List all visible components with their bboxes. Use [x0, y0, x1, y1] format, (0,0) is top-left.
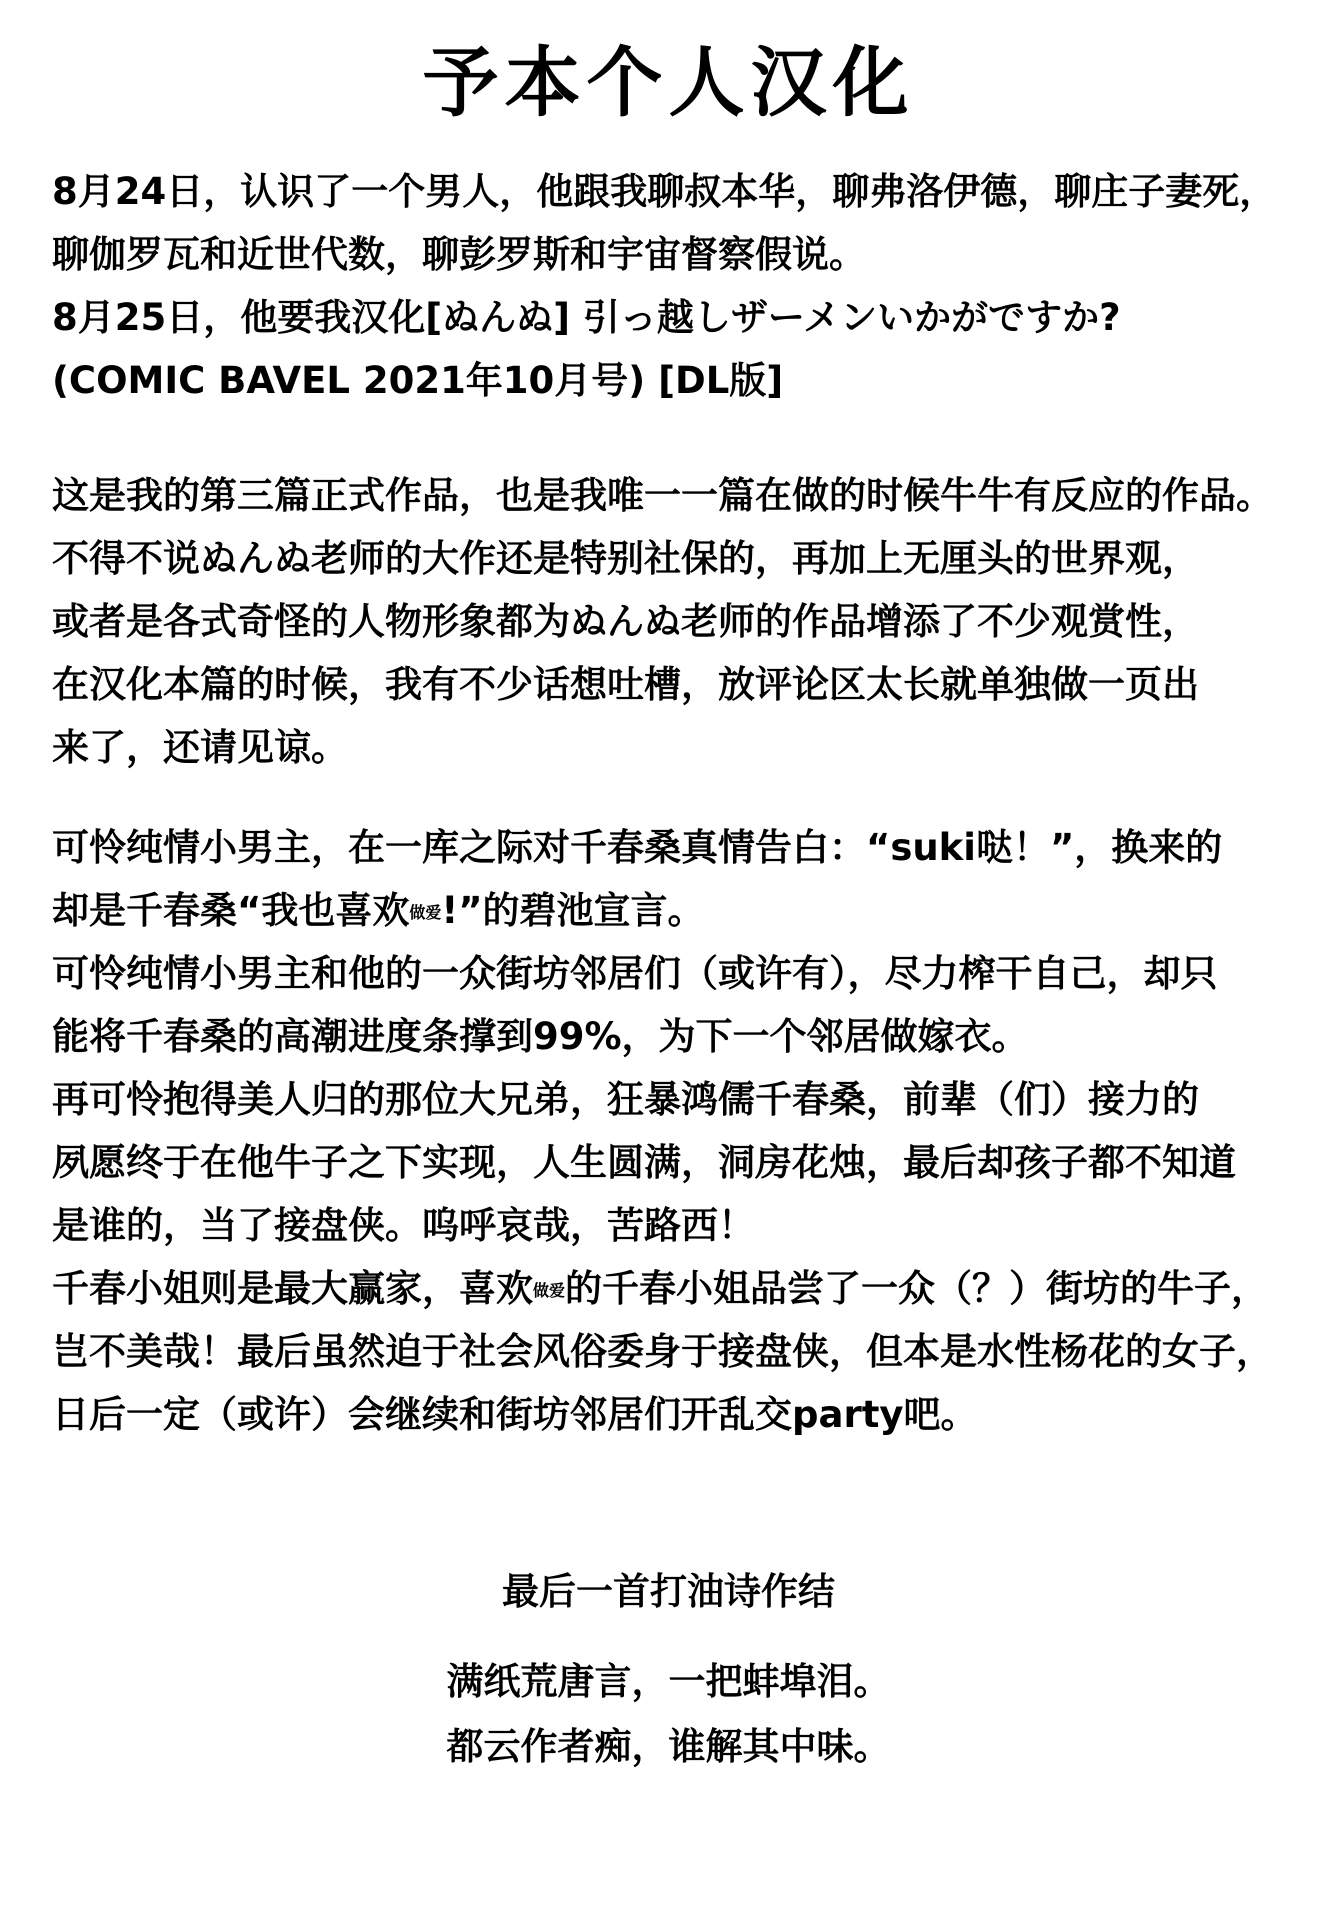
poem-line: 都云作者痴，谁解其中味。	[446, 1725, 891, 1768]
comment-line: 来了，还请见谅。	[52, 726, 348, 769]
intro-line: 聊伽罗瓦和近世代数，聊彭罗斯和宇宙督察假说。	[52, 233, 866, 276]
story-line	[52, 879, 1322, 942]
comment-line: 不得不说ぬんぬ老师的大作还是特别社保的，再加上无厘头的世界观，	[52, 537, 1199, 580]
story-text: 千春小姐则是最大赢家，喜欢	[52, 1267, 533, 1310]
page-title: 予本个人汉化	[422, 38, 915, 127]
intro-paragraph	[52, 160, 1322, 412]
small-annotation: 做爱	[409, 903, 442, 922]
story-line: 是谁的，当了接盘侠。呜呼哀哉，苦路西！	[52, 1204, 755, 1247]
intro-line: (COMIC BAVEL 2021年10月号) [DL版]	[52, 359, 784, 402]
story-paragraph	[52, 816, 1322, 1446]
poem-heading: 最后一首打油诗作结	[502, 1570, 835, 1613]
small-annotation: 做爱	[533, 1281, 566, 1300]
poem-line: 满纸荒唐言，一把蚌埠泪。	[446, 1660, 891, 1703]
comment-line: 或者是各式奇怪的人物形象都为ぬんぬ老师的作品增添了不少观赏性，	[52, 600, 1199, 643]
story-line: 可怜纯情小男主和他的一众街坊邻居们（或许有），尽力榨干自己，却只	[52, 952, 1218, 995]
intro-line: 8月24日，认识了一个男人，他跟我聊叔本华，聊弗洛伊德，聊庄子妻死，	[52, 170, 1277, 213]
story-text: !”的碧池宣言。	[441, 889, 705, 932]
story-line: 再可怜抱得美人归的那位大兄弟，狂暴鸿儒千春桑，前辈（们）接力的	[52, 1078, 1199, 1121]
story-line: 日后一定（或许）会继续和街坊邻居们开乱交party吧。	[52, 1393, 978, 1436]
comment-line: 这是我的第三篇正式作品，也是我唯一一篇在做的时候牛牛有反应的作品。	[52, 474, 1273, 517]
story-line	[52, 1257, 1322, 1320]
story-text: 的千春小姐品尝了一众（？）街坊的牛子，	[565, 1267, 1269, 1310]
story-line: 夙愿终于在他牛子之下实现，人生圆满，洞房花烛，最后却孩子都不知道	[52, 1141, 1236, 1184]
story-line: 可怜纯情小男主，在一库之际对千春桑真情告白：“suki哒！”，换来的	[52, 826, 1223, 869]
comment-paragraph	[52, 464, 1322, 779]
comment-line: 在汉化本篇的时候，我有不少话想吐槽，放评论区太长就单独做一页出	[52, 663, 1199, 706]
story-line: 岂不美哉！最后虽然迫于社会风俗委身于接盘侠，但本是水性杨花的女子，	[52, 1330, 1273, 1373]
intro-line: 8月25日，他要我汉化[ぬんぬ] 引っ越しザーメンいかがですか?	[52, 296, 1121, 339]
story-text: 却是千春桑“我也喜欢	[52, 889, 410, 932]
story-line: 能将千春桑的高潮进度条撑到99%，为下一个邻居做嫁衣。	[52, 1015, 1029, 1058]
